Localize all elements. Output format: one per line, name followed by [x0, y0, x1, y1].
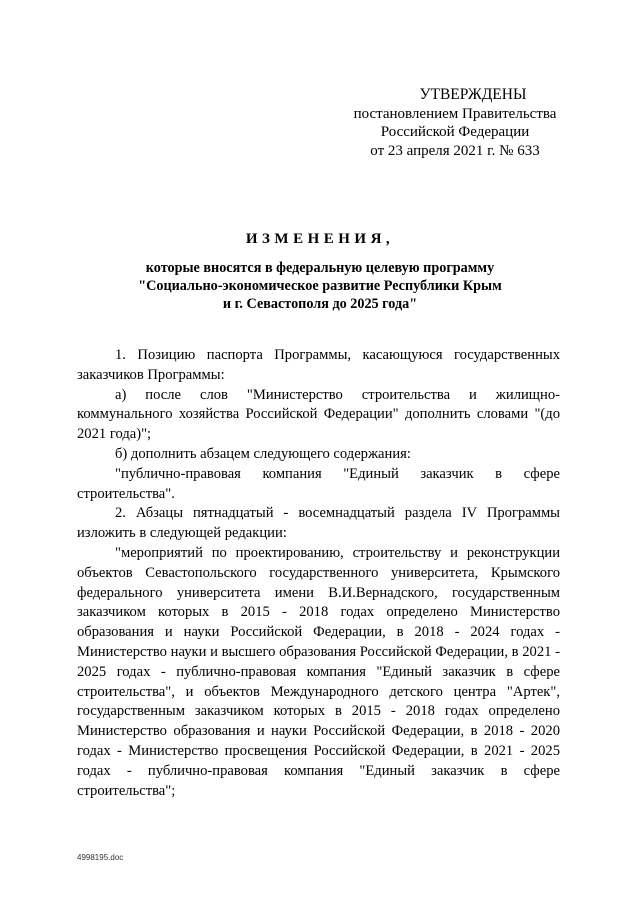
approval-authority: Российской Федерации [380, 124, 530, 140]
document-title: ИЗМЕНЕНИЯ, [245, 231, 395, 247]
approval-date-number: от 23 апреля 2021 г. № 633 [370, 142, 540, 159]
document-subtitle [60, 259, 580, 313]
approval-heading: УТВЕРЖДЕНЫ [419, 86, 527, 103]
subtitle-line: которые вносятся в федеральную целевую программу [145, 260, 495, 276]
approval-stamp [320, 86, 590, 160]
paragraph-subitem-a: а) после слов "Министерство строительства и жилищно-коммунального хозяйства Российской Федерации" дополнить словами "(до 2021 года)"; [77, 386, 560, 443]
subtitle-line: и г. Севастополя до 2025 года" [222, 296, 418, 312]
paragraph-item-1: 1. Позицию паспорта Программы, касающуюся государственных заказчиков Программы: [77, 347, 560, 383]
file-reference: 4998195.doc [77, 853, 124, 862]
paragraph-quote-2: "мероприятий по проектированию, строительству и реконструкции объектов Севастопольского государственного университета, Крымского федерального университета имени В.И.Вернадского, государственным заказчиком которых в 2015 - 2018 годах определено Министерство образования и науки Российской Федерации, в 2018 - 2024 годах - Министерство науки и высшего образования Российской Федерации, в 2021 - 2025 годах - публично-правовая компания "Единый заказчик в сфере строительства", и объектов Международного детского центра "Артек", государственным заказчиком которых в 2015 - 2018 годах определено Министерство образования и науки Российской Федерации, в 2018 - 2020 годах - Министерство просвещения Российской Федерации, в 2021 - 2025 годах - публично-правовая компания "Единый заказчик в сфере строительства"; [77, 544, 560, 799]
document-body [77, 346, 560, 801]
paragraph-quote-1: "публично-правовая компания "Единый заказчик в сфере строительства". [77, 465, 560, 502]
subtitle-line: "Социально-экономическое развитие Республики Крым [138, 278, 502, 294]
paragraph-item-2: 2. Абзацы пятнадцатый - восемнадцатый раздела IV Программы изложить в следующей редакции: [77, 505, 560, 542]
paragraph-subitem-b: б) дополнить абзацем следующего содержания: [115, 445, 411, 462]
approval-resolution: постановлением Правительства [353, 105, 557, 122]
